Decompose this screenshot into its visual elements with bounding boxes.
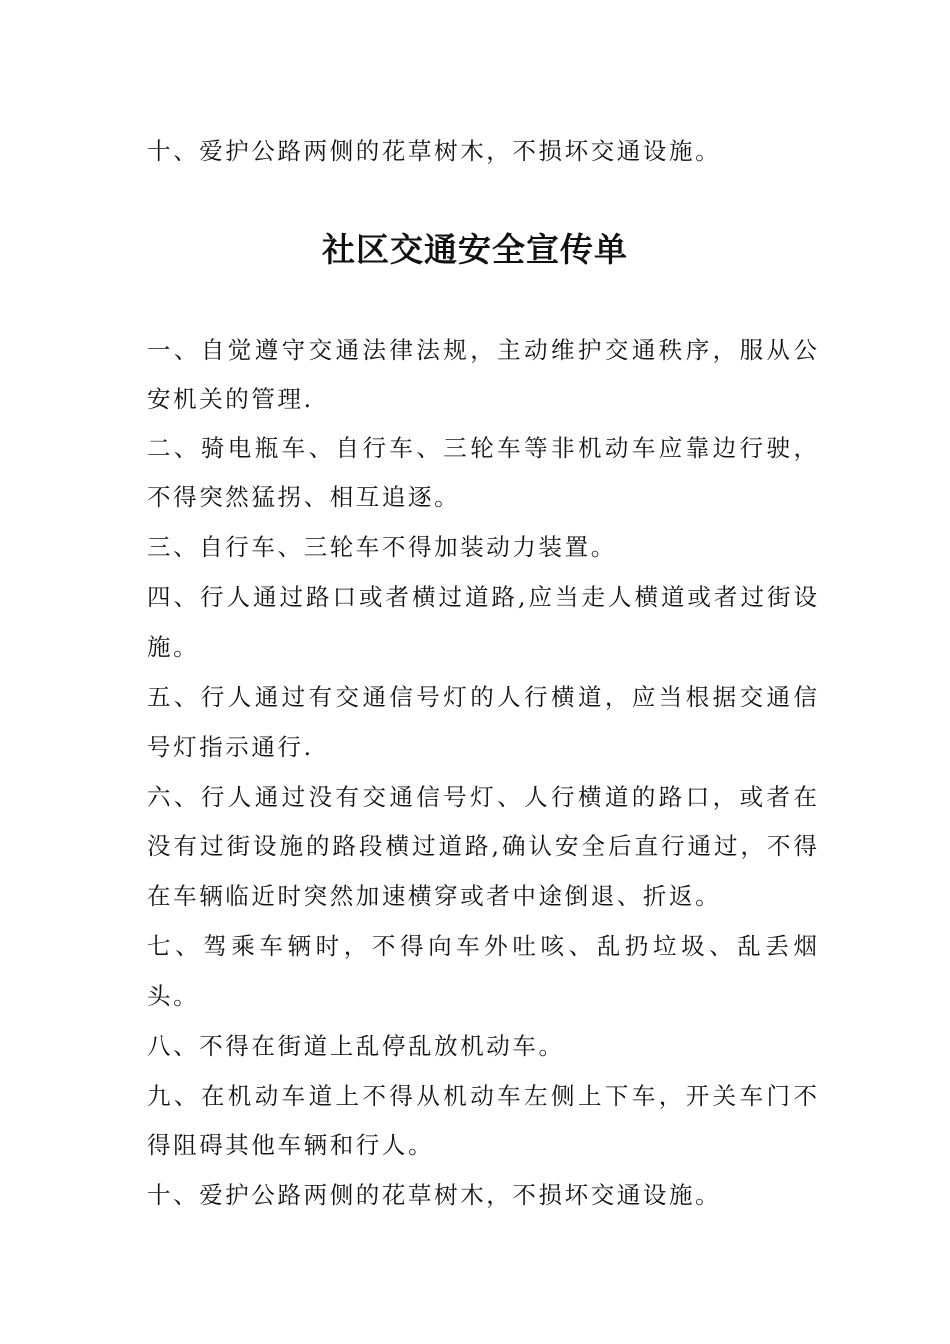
text-line: 号灯指示通行.: [147, 733, 314, 761]
text-line: 二、骑电瓶车、自行车、三轮车等非机动车应靠边行驶，: [147, 434, 817, 462]
page-title: 社区交通安全宣传单: [322, 230, 628, 269]
text-line: 施。: [147, 633, 200, 661]
text-line: 七、驾乘车辆时，不得向车外吐咳、乱扔垃圾、乱丢烟: [147, 932, 817, 960]
text-line: 十、爱护公路两侧的花草树木，不损坏交通设施。: [147, 1181, 722, 1209]
text-line: 三、自行车、三轮车不得加装动力装置。: [147, 533, 617, 561]
text-line: 不得突然猛拐、相互追逐。: [147, 483, 461, 511]
text-line: 五、行人通过有交通信号灯的人行横道，应当根据交通信: [147, 683, 817, 711]
text-line: 八、不得在街道上乱停乱放机动车。: [147, 1032, 565, 1060]
text-line: 安机关的管理.: [147, 385, 314, 413]
text-line: 得阻碍其他车辆和行人。: [147, 1131, 435, 1159]
text-line: 九、在机动车道上不得从机动车左侧上下车，开关车门不: [147, 1082, 817, 1110]
text-line: 头。: [147, 982, 200, 1010]
text-line: 在车辆临近时突然加速横穿或者中途倒退、折返。: [147, 882, 722, 910]
text-line: 六、行人通过没有交通信号灯、人行横道的路口，或者在: [147, 783, 817, 811]
top-line: 十、爱护公路两侧的花草树木，不损坏交通设施。: [147, 137, 722, 165]
text-line: 一、自觉遵守交通法律法规，主动维护交通秩序，服从公: [147, 336, 817, 364]
text-line: 四、行人通过路口或者横过道路,应当走人横道或者过街设: [147, 583, 817, 611]
text-line: 没有过街设施的路段横过道路,确认安全后直行通过，不得: [147, 832, 817, 860]
